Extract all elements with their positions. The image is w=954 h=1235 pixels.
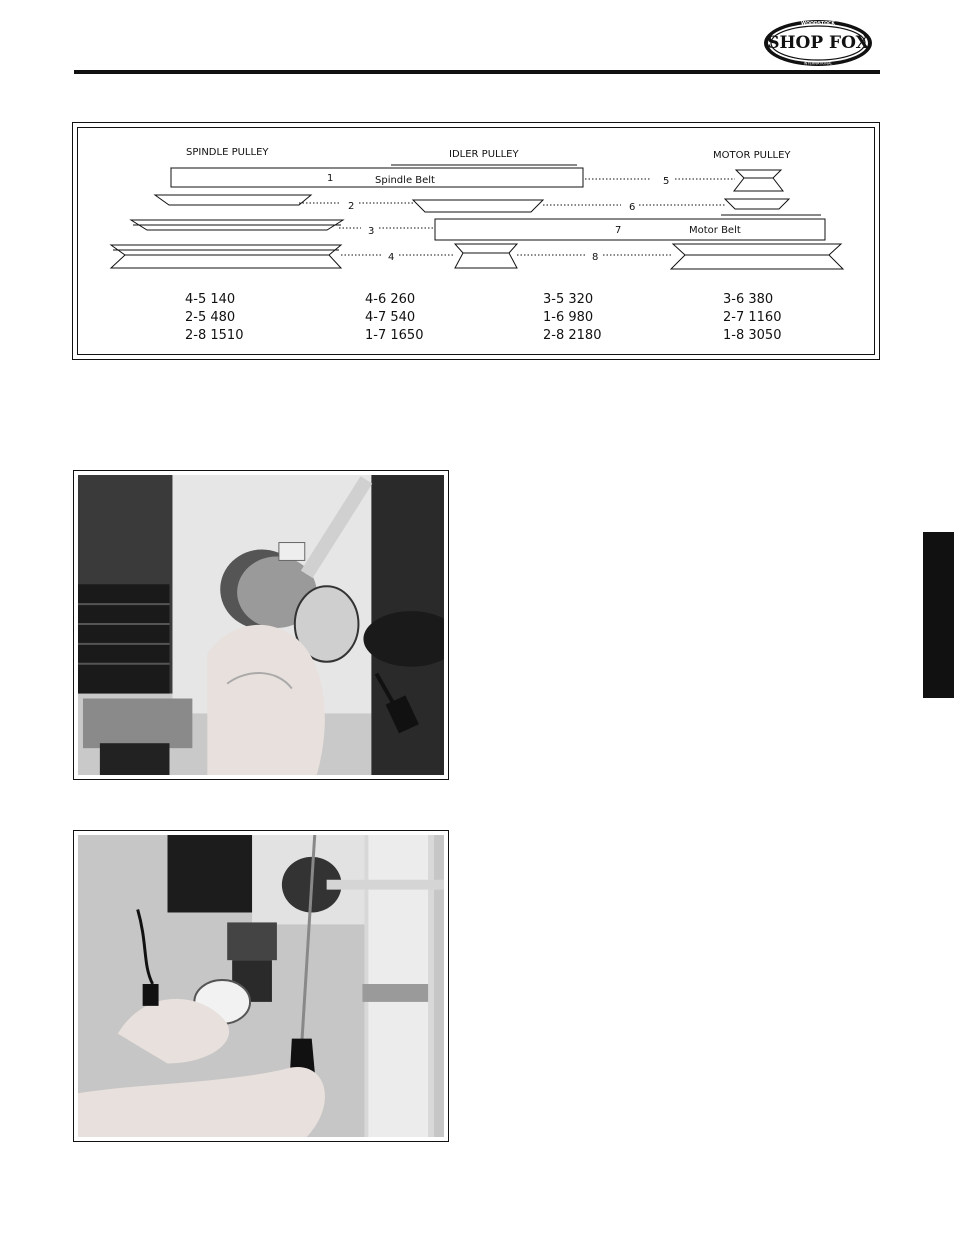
- svg-text:INTERNATIONAL: INTERNATIONAL: [803, 61, 833, 66]
- speed-chart: [185, 291, 845, 345]
- svg-text:WOODSTOCK: WOODSTOCK: [801, 21, 835, 27]
- speed-entry: 3-6 380: [723, 292, 774, 307]
- speed-entry: 2-8 2180: [543, 328, 602, 343]
- motor-pulley-label: MOTOR PULLEY: [713, 150, 791, 161]
- pulley-speed-diagram: [72, 122, 880, 360]
- speed-entry: 2-8 1510: [185, 328, 244, 343]
- photo-2-illustration: [78, 835, 444, 1137]
- photo-depth-stop: [73, 470, 449, 780]
- logo-wordmark: SHOP FOX: [767, 33, 869, 53]
- speed-entry: 1-6 980: [543, 310, 594, 325]
- photo-screwdriver-adjust: [73, 830, 449, 1142]
- step-number-1: 1: [327, 173, 334, 184]
- motor-belt-label: Motor Belt: [689, 225, 741, 236]
- speed-entry: 3-5 320: [543, 292, 594, 307]
- idler-pulley-label: IDLER PULLEY: [449, 149, 519, 160]
- motor-belt: [435, 219, 825, 240]
- speed-column: [723, 291, 843, 345]
- step-number-4: 4: [388, 252, 395, 263]
- speed-entry: 2-7 1160: [723, 310, 782, 325]
- speed-column: [365, 291, 543, 345]
- step-number-8: 8: [592, 252, 599, 263]
- step-number-2: 2: [348, 201, 355, 212]
- section-tab: [923, 532, 954, 698]
- spindle-belt-label: Spindle Belt: [375, 175, 435, 186]
- step-number-6: 6: [629, 202, 636, 213]
- speed-entry: 2-5 480: [185, 310, 236, 325]
- photo-1-illustration: [78, 475, 444, 775]
- speed-entry: 1-7 1650: [365, 328, 424, 343]
- speed-column: [543, 291, 723, 345]
- shop-fox-logo: [762, 16, 874, 68]
- speed-entry: 1-8 3050: [723, 328, 782, 343]
- step-number-5: 5: [663, 176, 670, 187]
- step-number-3: 3: [368, 226, 375, 237]
- speed-column: [185, 291, 365, 345]
- speed-entry: 4-7 540: [365, 310, 416, 325]
- spindle-pulley-label: SPINDLE PULLEY: [186, 147, 269, 158]
- speed-entry: 4-6 260: [365, 292, 416, 307]
- step-number-7: 7: [615, 225, 622, 236]
- header-rule: [74, 70, 880, 74]
- speed-entry: 4-5 140: [185, 292, 236, 307]
